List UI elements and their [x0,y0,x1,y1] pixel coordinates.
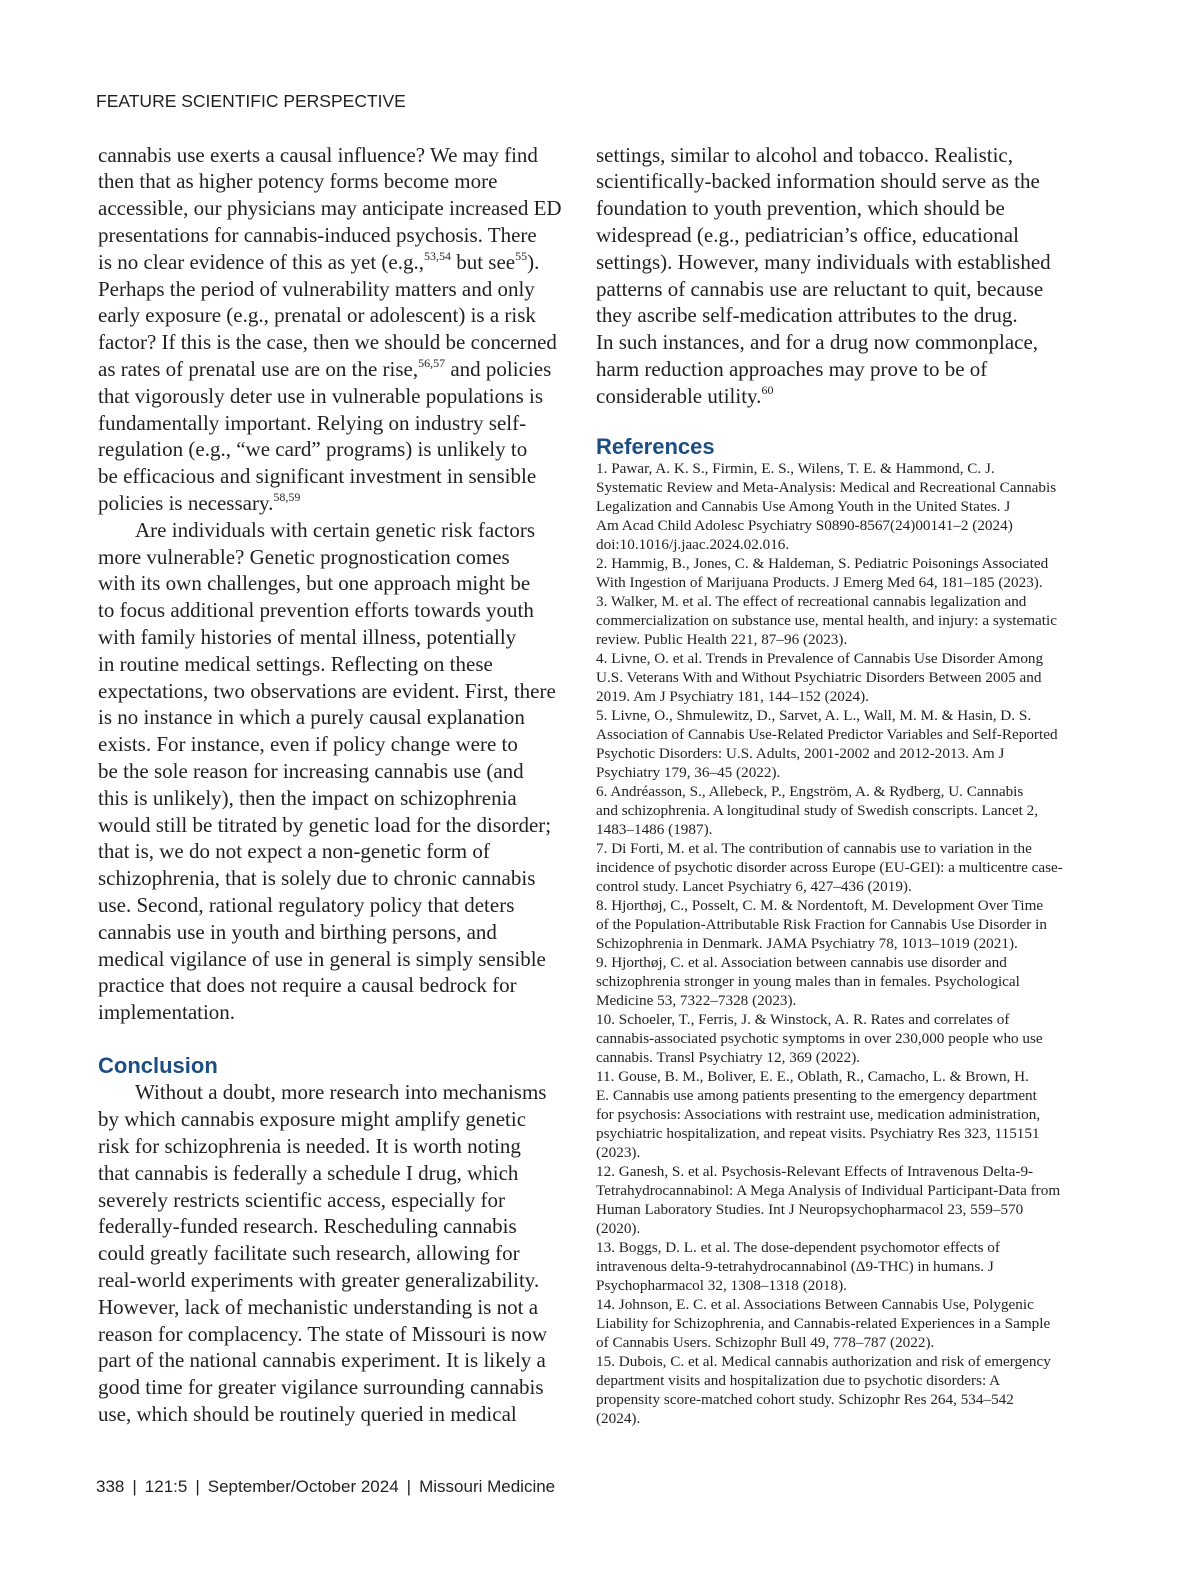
text-line: presentations for cannabis-induced psychosis. There [98,222,537,247]
text-line: that vigorously deter use in vulnerable populations is [98,383,543,408]
text-line: use, which should be routinely queried in medical [98,1401,517,1426]
text-run: is no clear evidence of this as yet (e.g., [98,249,424,274]
reference-line: 12. Ganesh, S. et al. Psychosis-Relevant Effects of Intravenous Delta-9- [596,1162,1034,1180]
reference-line: 14. Johnson, E. C. et al. Associations Between Cannabis Use, Polygenic [596,1295,1034,1313]
text-line [596,383,1078,410]
text-line: severely restricts scientific access, especially for [98,1187,505,1212]
text-line: could greatly facilitate such research, allowing for [98,1241,520,1266]
text-line: to focus additional prevention efforts towards youth [98,598,534,623]
text-line: part of the national cannabis experiment. It is likely a [98,1348,546,1373]
reference-line: 7. Di Forti, M. et al. The contribution of cannabis use to variation in the [596,839,1032,857]
reference-item [596,953,1078,1010]
reference-line: 2. Hammig, B., Jones, C. & Haldeman, S. Pediatric Poisonings Associated [596,554,1049,572]
reference-item [596,1162,1078,1238]
reference-line: of the Population-Attributable Risk Fraction for Cannabis Use Disorder in [596,915,1047,933]
reference-line: Psychopharmacol 32, 1308–1318 (2018). [596,1276,847,1294]
text-line: risk for schizophrenia is needed. It is worth noting [98,1133,521,1158]
reference-item [596,649,1078,706]
citation-superscript: 60 [761,383,774,398]
text-line: exists. For instance, even if policy change were to [98,732,518,757]
right-column [596,142,1078,1428]
citation-superscript: 58,59 [273,490,301,505]
reference-line: 1483–1486 (1987). [596,820,713,838]
reference-line: (2023). [596,1143,641,1161]
citation-superscript: 55 [515,249,528,264]
text-line: In such instances, and for a drug now commonplace, [596,330,1039,355]
text-line: with family histories of mental illness, potentially [98,624,517,649]
reference-item [596,839,1078,896]
text-line: more vulnerable? Genetic prognostication comes [98,544,510,569]
reference-item [596,896,1078,953]
reference-item [596,554,1078,592]
text-line: good time for greater vigilance surrounding cannabis [98,1375,544,1400]
text-line: Are individuals with certain genetic risk factors [135,517,536,542]
reference-line: U.S. Veterans With and Without Psychiatric Disorders Between 2005 and [596,668,1042,686]
reference-line: 1. Pawar, A. K. S., Firmin, E. S., Wilens, T. E. & Hammond, C. J. [596,459,995,477]
reference-line: review. Public Health 221, 87–96 (2023). [596,630,848,648]
reference-line: 8. Hjorthøj, C., Posselt, C. M. & Nordentoft, M. Development Over Time [596,896,1044,914]
issue-date: September/October 2024 [207,1477,399,1496]
reference-line: Schizophrenia in Denmark. JAMA Psychiatry 78, 1013–1019 (2021). [596,934,1018,952]
left-column [98,142,576,1428]
reference-item [596,459,1078,554]
reference-line: for psychosis: Associations with restraint use, medication administration, [596,1105,1041,1123]
body-paragraph [596,142,1078,410]
text-line: federally-funded research. Rescheduling cannabis [98,1214,517,1239]
text-line: accessible, our physicians may anticipate increased ED [98,196,562,221]
reference-line: psychiatric hospitalization, and repeat visits. Psychiatry Res 323, 115151 [596,1124,1040,1142]
reference-line: (2020). [596,1219,641,1237]
text-line: they ascribe self-medication attributes to the drug. [596,303,1018,328]
reference-line: 6. Andréasson, S., Allebeck, P., Engström, A. & Rydberg, U. Cannabis [596,782,1024,800]
body-paragraph [98,142,576,517]
reference-item [596,1067,1078,1162]
reference-line: of Cannabis Users. Schizophr Bull 49, 778–787 (2022). [596,1333,935,1351]
text-line: implementation. [98,1000,236,1025]
text-line: settings). However, many individuals with established [596,249,1051,274]
reference-item [596,592,1078,649]
text-run: policies is necessary. [98,490,274,515]
text-line [98,490,576,517]
footer-separator: | [406,1477,412,1496]
text-line: be the sole reason for increasing cannabis use (and [98,758,524,783]
text-line: harm reduction approaches may prove to be of [596,356,988,381]
reference-line: 9. Hjorthøj, C. et al. Association between cannabis use disorder and [596,953,1007,971]
text-line: factor? If this is the case, then we should be concerned [98,330,557,355]
text-line: this is unlikely), then the impact on schizophrenia [98,785,517,810]
conclusion-paragraph [98,1079,576,1427]
reference-line: incidence of psychotic disorder across Europe (EU-GEI): a multicentre case- [596,858,1063,876]
text-line: real-world experiments with greater generalizability. [98,1267,540,1292]
reference-line: 11. Gouse, B. M., Boliver, E. E., Oblath, R., Camacho, L. & Brown, H. [596,1067,1029,1085]
text-line [98,356,576,383]
text-line: in routine medical settings. Reflecting on these [98,651,493,676]
text-run: as rates of prenatal use are on the rise, [98,356,419,381]
reference-line: Psychiatry 179, 36–45 (2022). [596,763,781,781]
text-line: be efficacious and significant investment in sensible [98,464,537,489]
reference-line: (2024). [596,1409,641,1427]
reference-line: cannabis-associated psychotic symptoms in over 230,000 people who use [596,1029,1043,1047]
text-line: then that as higher potency forms become more [98,169,498,194]
reference-line: doi:10.1016/j.jaac.2024.02.016. [596,535,790,553]
section-label: FEATURE SCIENTIFIC PERSPECTIVE [96,91,406,111]
text-line: cannabis use in youth and birthing persons, and [98,919,497,944]
citation-superscript: 53,54 [423,249,451,264]
reference-line: and schizophrenia. A longitudinal study of Swedish conscripts. Lancet 2, [596,801,1039,819]
text-line: patterns of cannabis use are reluctant to quit, because [596,276,1044,301]
text-line: settings, similar to alcohol and tobacco. Realistic, [596,142,1013,167]
text-line: is no instance in which a purely causal explanation [98,705,525,730]
text-line: would still be titrated by genetic load for the disorder; [98,812,552,837]
reference-line: commercialization on substance use, mental health, and injury: a systematic [596,611,1057,629]
text-line: scientifically-backed information should serve as the [596,169,1040,194]
text-line: expectations, two observations are evident. First, there [98,678,556,703]
reference-line: cannabis. Transl Psychiatry 12, 369 (2022). [596,1048,861,1066]
text-run: considerable utility. [596,383,762,408]
reference-line: Am Acad Child Adolesc Psychiatry S0890-8567(24)00141–2 (2024) [596,516,1013,534]
text-line [98,249,576,276]
page-footer [96,1476,555,1498]
citation-superscript: 56,57 [418,356,446,371]
reference-item [596,706,1078,782]
reference-line: 10. Schoeler, T., Ferris, J. & Winstock, A. R. Rates and correlates of [596,1010,1010,1028]
reference-line: 15. Dubois, C. et al. Medical cannabis authorization and risk of emergency [596,1352,1051,1370]
reference-line: With Ingestion of Marijuana Products. J Emerg Med 64, 181–185 (2023). [596,573,1043,591]
reference-line: Tetrahydrocannabinol: A Mega Analysis of Individual Participant-Data from [596,1181,1061,1199]
reference-item [596,1238,1078,1295]
reference-line: 3. Walker, M. et al. The effect of recreational cannabis legalization and [596,592,1027,610]
reference-line: Legalization and Cannabis Use Among Youth in the United States. J [596,497,1011,515]
reference-line: Association of Cannabis Use-Related Predictor Variables and Self-Reported [596,725,1058,743]
reference-line: Systematic Review and Meta-Analysis: Medical and Recreational Cannabis [596,478,1057,496]
footer-separator: | [195,1477,200,1496]
journal-name: Missouri Medicine [419,1477,556,1496]
reference-line: control study. Lancet Psychiatry 6, 427–436 (2019). [596,877,912,895]
references-heading: References [596,433,715,459]
reference-line: 4. Livne, O. et al. Trends in Prevalence of Cannabis Use Disorder Among [596,649,1044,667]
reference-item [596,1010,1078,1067]
reference-line: intravenous delta-9-tetrahydrocannabinol (Δ9-THC) in humans. J [596,1257,994,1275]
text-line: Perhaps the period of vulnerability matters and only [98,276,535,301]
reference-line: Psychotic Disorders: U.S. Adults, 2001-2002 and 2012-2013. Am J [596,744,1005,762]
text-line: by which cannabis exposure might amplify genetic [98,1107,527,1132]
text-line: fundamentally important. Relying on industry self- [98,410,527,435]
reference-line: 2019. Am J Psychiatry 181, 144–152 (2024). [596,687,869,705]
reference-line: schizophrenia stronger in young males than in females. Psychological [596,972,1020,990]
text-line: schizophrenia, that is solely due to chronic cannabis [98,866,536,891]
text-line: practice that does not require a causal bedrock for [98,973,517,998]
reference-item [596,1295,1078,1352]
text-run: but see [450,249,516,274]
reference-item [596,1352,1078,1428]
text-line: widespread (e.g., pediatrician’s office, educational [596,222,1019,247]
reference-line: propensity score-matched cohort study. Schizophr Res 264, 534–542 [596,1390,1014,1408]
text-line: Without a doubt, more research into mechanisms [135,1080,547,1105]
conclusion-heading: Conclusion [98,1053,218,1079]
text-line: reason for complacency. The state of Missouri is now [98,1321,548,1346]
text-line: that cannabis is federally a schedule I drug, which [98,1160,519,1185]
reference-line: Medicine 53, 7322–7328 (2023). [596,991,797,1009]
reference-list [596,459,1078,1428]
footer-separator: | [132,1477,137,1496]
text-line: with its own challenges, but one approach might be [98,571,531,596]
text-line: medical vigilance of use in general is simply sensible [98,946,546,971]
text-line: foundation to youth prevention, which should be [596,196,1005,221]
reference-line: Liability for Schizophrenia, and Cannabis-related Experiences in a Sample [596,1314,1051,1332]
reference-line: department visits and hospitalization due to psychotic disorders: A [596,1371,1001,1389]
issue-number: 121:5 [144,1477,188,1496]
text-line: cannabis use exerts a causal influence? We may find [98,142,538,167]
body-paragraph [98,517,576,1026]
text-line: that is, we do not expect a non-genetic form of [98,839,490,864]
reference-item [596,782,1078,839]
reference-line: 5. Livne, O., Shmulewitz, D., Sarvet, A. L., Wall, M. M. & Hasin, D. S. [596,706,1032,724]
page-number: 338 [96,1477,125,1496]
text-line: early exposure (e.g., prenatal or adolescent) is a risk [98,303,536,328]
text-run: ). [527,249,540,274]
reference-line: E. Cannabis use among patients presenting to the emergency department [596,1086,1037,1104]
text-line: However, lack of mechanistic understanding is not a [98,1294,539,1319]
text-run: and policies [445,356,552,381]
reference-line: Human Laboratory Studies. Int J Neuropsychopharmacol 23, 559–570 [596,1200,1024,1218]
text-line: regulation (e.g., “we card” programs) is unlikely to [98,437,528,462]
text-line: use. Second, rational regulatory policy that deters [98,892,515,917]
reference-line: 13. Boggs, D. L. et al. The dose-dependent psychomotor effects of [596,1238,1000,1256]
